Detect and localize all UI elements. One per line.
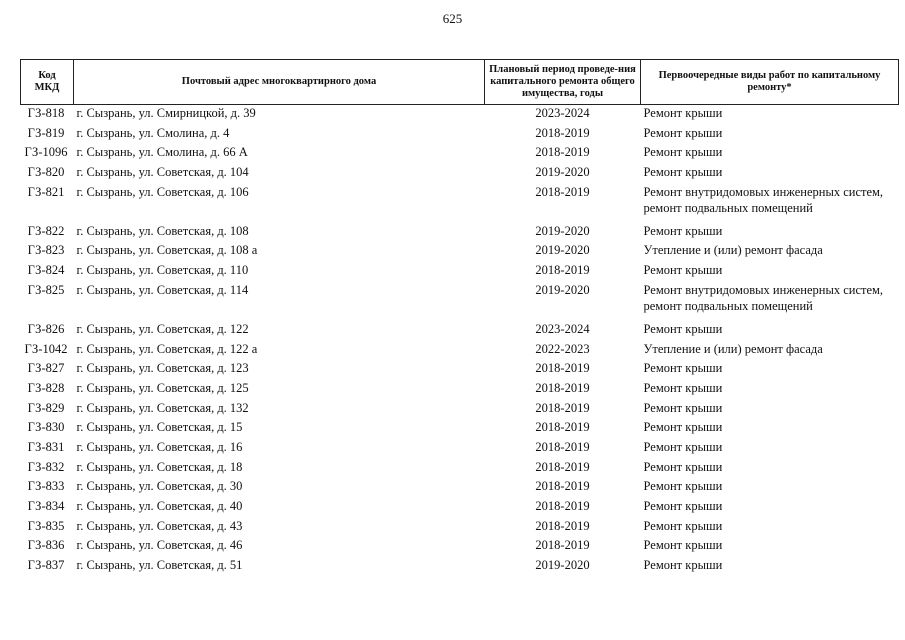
cell-address: г. Сызрань, ул. Советская, д. 108 а <box>76 243 258 258</box>
cell-address: г. Сызрань, ул. Советская, д. 132 <box>76 400 249 415</box>
table-row <box>21 360 899 380</box>
cell-address: г. Сызрань, ул. Советская, д. 122 а <box>76 341 258 356</box>
cell-code: ГЗ-818 <box>27 106 65 120</box>
cell-address: г. Сызрань, ул. Смирницкой, д. 39 <box>76 106 256 120</box>
cell-period: 2018-2019 <box>535 518 590 533</box>
cell-address: г. Сызрань, ул. Смолина, д. 4 <box>76 125 230 140</box>
cell-works: Ремонт крыши <box>643 420 723 435</box>
cell-period: 2018-2019 <box>535 459 590 474</box>
table-row <box>21 478 899 498</box>
cell-address: г. Сызрань, ул. Советская, д. 43 <box>76 518 243 533</box>
cell-period: 2018-2019 <box>535 145 590 160</box>
table-row <box>21 144 899 164</box>
cell-code: ГЗ-833 <box>27 479 65 494</box>
cell-address: г. Сызрань, ул. Советская, д. 104 <box>76 165 249 180</box>
cell-address: г. Сызрань, ул. Советская, д. 123 <box>76 361 249 376</box>
header-period: Плановый период проведе-ния капитального ремонта общего имущества, годы <box>485 60 641 105</box>
cell-code: ГЗ-832 <box>27 459 65 474</box>
cell-address: г. Сызрань, ул. Советская, д. 108 <box>76 223 249 238</box>
cell-code: ГЗ-1096 <box>24 145 68 160</box>
cell-period: 2018-2019 <box>535 361 590 376</box>
table-row <box>21 105 899 125</box>
cell-works: Ремонт крыши <box>643 125 723 140</box>
cell-address: г. Сызрань, ул. Советская, д. 40 <box>76 499 243 513</box>
cell-code: ГЗ-824 <box>27 263 65 278</box>
table-row <box>21 380 899 400</box>
cell-code: ГЗ-1042 <box>24 341 68 356</box>
cell-works: Ремонт крыши <box>643 499 723 513</box>
cell-address: г. Сызрань, ул. Советская, д. 106 <box>76 184 249 199</box>
cell-period: 2018-2019 <box>535 420 590 435</box>
cell-works: Ремонт крыши <box>643 263 723 278</box>
cell-works: Ремонт крыши <box>643 558 723 573</box>
cell-period: 2018-2019 <box>535 439 590 454</box>
table-row <box>21 125 899 145</box>
cell-code: ГЗ-830 <box>27 420 65 435</box>
cell-address: г. Сызрань, ул. Советская, д. 46 <box>76 538 243 553</box>
cell-code: ГЗ-826 <box>27 321 65 336</box>
cell-works: Ремонт крыши <box>643 321 723 336</box>
table-row <box>21 518 899 538</box>
cell-works: Ремонт внутридомовых инженерных систем, ремонт подвальных помещений <box>643 282 884 313</box>
cell-works: Ремонт крыши <box>643 106 723 120</box>
table-row <box>21 223 899 243</box>
table-row <box>21 184 899 223</box>
cell-period: 2019-2020 <box>535 243 590 258</box>
cell-works: Ремонт крыши <box>643 361 723 376</box>
cell-works: Ремонт крыши <box>643 518 723 533</box>
capital-repair-table <box>20 59 899 577</box>
cell-address: г. Сызрань, ул. Советская, д. 114 <box>76 282 249 297</box>
cell-address: г. Сызрань, ул. Советская, д. 16 <box>76 439 243 454</box>
cell-works: Ремонт крыши <box>643 165 723 180</box>
cell-code: ГЗ-837 <box>27 558 65 573</box>
cell-period: 2018-2019 <box>535 263 590 278</box>
cell-code: ГЗ-831 <box>27 439 65 454</box>
table-row <box>21 498 899 518</box>
table-row <box>21 459 899 479</box>
cell-code: ГЗ-827 <box>27 361 65 376</box>
cell-code: ГЗ-828 <box>27 380 65 395</box>
cell-works: Ремонт крыши <box>643 439 723 454</box>
header-address: Почтовый адрес многоквартирного дома <box>74 60 485 105</box>
cell-works: Ремонт крыши <box>643 538 723 553</box>
cell-period: 2018-2019 <box>535 125 590 140</box>
table-row <box>21 439 899 459</box>
page-number: 625 <box>442 11 463 26</box>
cell-period: 2018-2019 <box>535 400 590 415</box>
cell-code: ГЗ-819 <box>27 125 65 140</box>
cell-works: Ремонт внутридомовых инженерных систем, ремонт подвальных помещений <box>643 184 884 215</box>
cell-address: г. Сызрань, ул. Советская, д. 51 <box>76 558 243 573</box>
cell-period: 2023-2024 <box>535 321 590 336</box>
table-row <box>21 537 899 557</box>
cell-works: Ремонт крыши <box>643 145 723 160</box>
cell-works: Ремонт крыши <box>643 459 723 474</box>
cell-code: ГЗ-820 <box>27 165 65 180</box>
cell-address: г. Сызрань, ул. Советская, д. 125 <box>76 380 249 395</box>
cell-code: ГЗ-822 <box>27 223 65 238</box>
cell-code: ГЗ-836 <box>27 538 65 553</box>
cell-works: Утепление и (или) ремонт фасада <box>643 341 823 356</box>
cell-address: г. Сызрань, ул. Советская, д. 18 <box>76 459 243 474</box>
table-row <box>21 557 899 577</box>
cell-period: 2019-2020 <box>535 165 590 180</box>
cell-period: 2018-2019 <box>535 380 590 395</box>
cell-period: 2018-2019 <box>535 479 590 494</box>
cell-address: г. Сызрань, ул. Советская, д. 110 <box>76 263 249 278</box>
cell-code: ГЗ-834 <box>27 499 65 513</box>
table-row <box>21 419 899 439</box>
cell-period: 2018-2019 <box>535 538 590 553</box>
cell-code: ГЗ-829 <box>27 400 65 415</box>
cell-period: 2019-2020 <box>535 223 590 238</box>
cell-code: ГЗ-835 <box>27 518 65 533</box>
cell-period: 2018-2019 <box>535 184 590 199</box>
cell-address: г. Сызрань, ул. Советская, д. 30 <box>76 479 243 494</box>
table-header <box>21 60 899 105</box>
cell-code: ГЗ-825 <box>27 282 65 297</box>
cell-works: Ремонт крыши <box>643 400 723 415</box>
table-row <box>21 282 899 321</box>
table-row <box>21 164 899 184</box>
table-row <box>21 341 899 361</box>
cell-address: г. Сызрань, ул. Смолина, д. 66 А <box>76 145 248 160</box>
cell-works: Утепление и (или) ремонт фасада <box>643 243 823 258</box>
cell-period: 2022-2023 <box>535 341 590 356</box>
cell-code: ГЗ-821 <box>27 184 65 199</box>
cell-period: 2018-2019 <box>535 499 590 513</box>
table-row <box>21 321 899 341</box>
cell-code: ГЗ-823 <box>27 243 65 258</box>
header-works: Первоочередные виды работ по капитальному ремонту* <box>641 60 899 105</box>
table-body <box>21 105 899 577</box>
table-row <box>21 242 899 262</box>
cell-period: 2023-2024 <box>535 106 590 120</box>
header-code: Код МКД <box>21 60 74 105</box>
table-row <box>21 400 899 420</box>
cell-address: г. Сызрань, ул. Советская, д. 15 <box>76 420 243 435</box>
cell-period: 2019-2020 <box>535 282 590 297</box>
cell-works: Ремонт крыши <box>643 380 723 395</box>
table-row <box>21 262 899 282</box>
cell-works: Ремонт крыши <box>643 479 723 494</box>
cell-period: 2019-2020 <box>535 558 590 573</box>
cell-address: г. Сызрань, ул. Советская, д. 122 <box>76 321 249 336</box>
cell-works: Ремонт крыши <box>643 223 723 238</box>
